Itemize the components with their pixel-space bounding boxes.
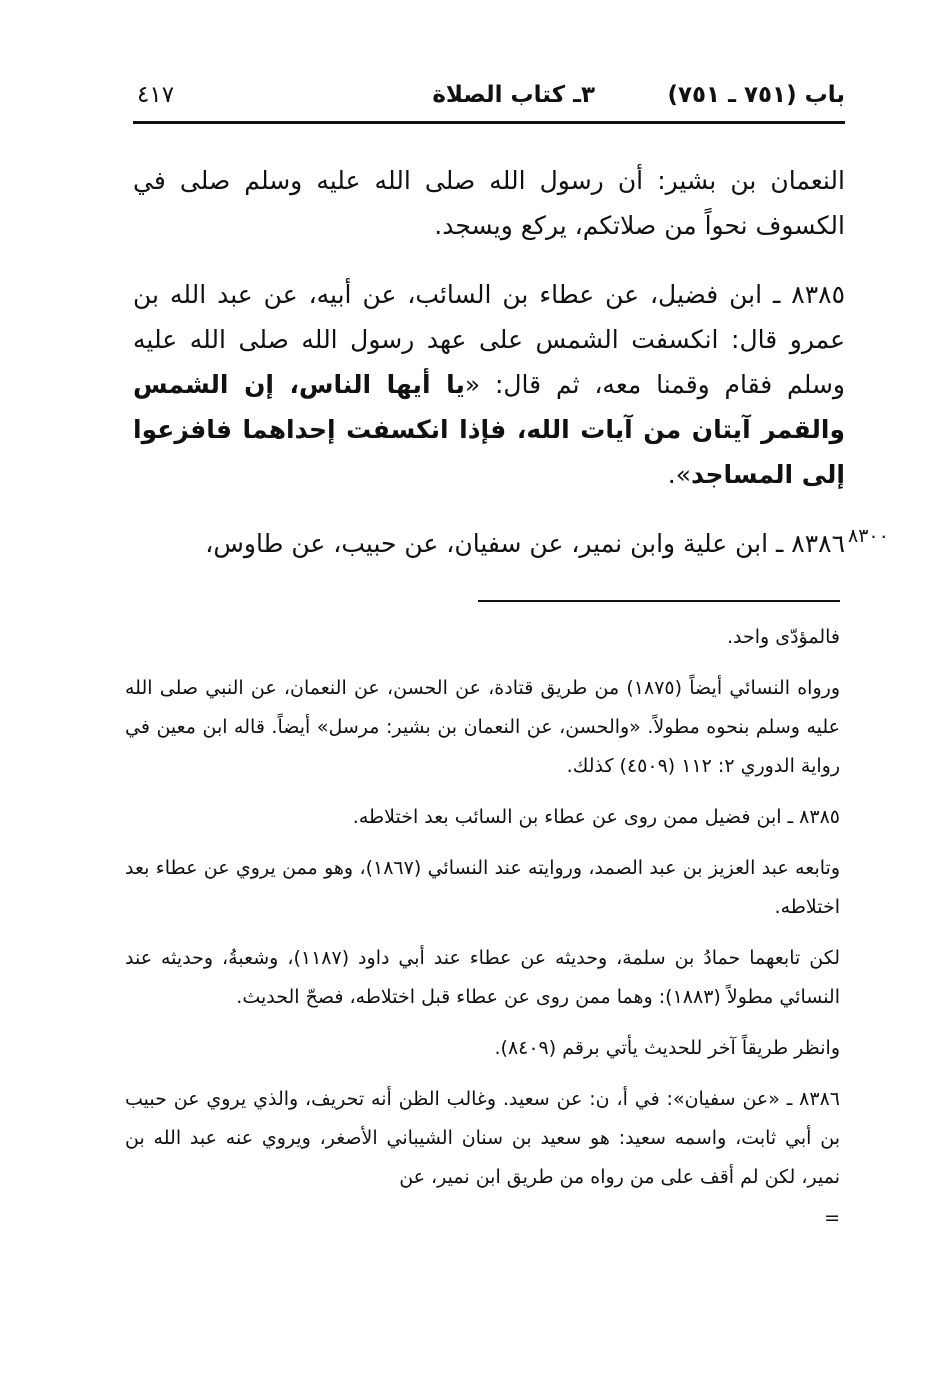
hadith-8385-chain: ٨٣٨٥ ـ ابن فضيل، عن عطاء بن السائب، عن أبيه، عن عبد الله بن عمرو قال: انكسفت الشمس على عهد رسول الله صلى الله عليه وسلم فقام وقمنا معه، ثم قال: «	[133, 280, 845, 399]
chapter-heading: باب (٧٥١ ـ ٧٥١)	[667, 82, 845, 108]
footnote-paragraph: ورواه النسائي أيضاً (١٨٧٥) من طريق قتادة، عن الحسن، عن النعمان، عن النبي صلى الله عليه وسلم بنحوه مطولاً. «والحسن، عن النعمان بن بشير: مرسل» أيضاً. قاله ابن معين في رواية الدوري ٢: ١١٢ (٤٥٠٩) كذلك.	[125, 677, 840, 777]
footnote-paragraph: وتابعه عبد العزيز بن عبد الصمد، وروايته عند النسائي (١٨٦٧)، وهو ممن يروي عن عطاء بعد اختلاطه.	[125, 857, 841, 918]
hadith-8385	[133, 272, 845, 497]
hadith-8385-quote: يا أيها الناس، إن الشمس والقمر آيتان من آيات الله، فإذا انكسفت إحداهما فافزعوا إلى المساجد	[133, 370, 845, 489]
header-rule	[133, 121, 845, 124]
page-number: ٤١٧	[137, 82, 175, 108]
margin-reference-number: ٨٣٠٠	[848, 525, 889, 547]
page-header	[133, 78, 845, 118]
footnote-line: فالمؤدّى واحد.	[726, 626, 840, 648]
paragraph-1: النعمان بن بشير: أن رسول الله صلى الله عليه وسلم صلى في الكسوف نحواً من صلاتكم، يركع ويسجد.	[133, 166, 845, 240]
hadith-8386: ٨٣٨٦ ـ ابن علية وابن نمير، عن سفيان، عن حبيب، عن طاوس،	[205, 529, 845, 558]
continuation-mark: =	[824, 1207, 840, 1229]
hadith-8385-end: ».	[667, 460, 692, 489]
footnote-paragraph: ٨٣٨٦ ـ «عن سفيان»: في أ، ن: عن سعيد. وغالب الظن أنه تحريف، والذي يروي عن حبيب بن أبي ثابت، واسمه سعيد: هو سعيد بن سنان الشيباني الأصغر، ويروي عنه عبد الله بن نمير، لكن لم أقف على من رواه من طريق ابن نمير، عن	[125, 1088, 840, 1188]
footnotes	[125, 618, 840, 1250]
footnote-separator	[478, 600, 840, 602]
footnote-paragraph: لكن تابعهما حمادُ بن سلمة، وحديثه عن عطاء عند أبي داود (١١٨٧)، وشعبةُ، وحديثه عند النسائي مطولاً (١٨٨٣): وهما ممن روى عن عطاء قبل اختلاطه، فصحّ الحديث.	[125, 947, 840, 1008]
book-title: ٣ـ كتاب الصلاة	[432, 82, 595, 108]
footnote-paragraph: ٨٣٨٥ ـ ابن فضيل ممن روى عن عطاء بن السائب بعد اختلاطه.	[352, 806, 840, 828]
footnote-paragraph: وانظر طريقاً آخر للحديث يأتي برقم (٨٤٠٩).	[494, 1037, 840, 1059]
main-text	[133, 158, 845, 590]
